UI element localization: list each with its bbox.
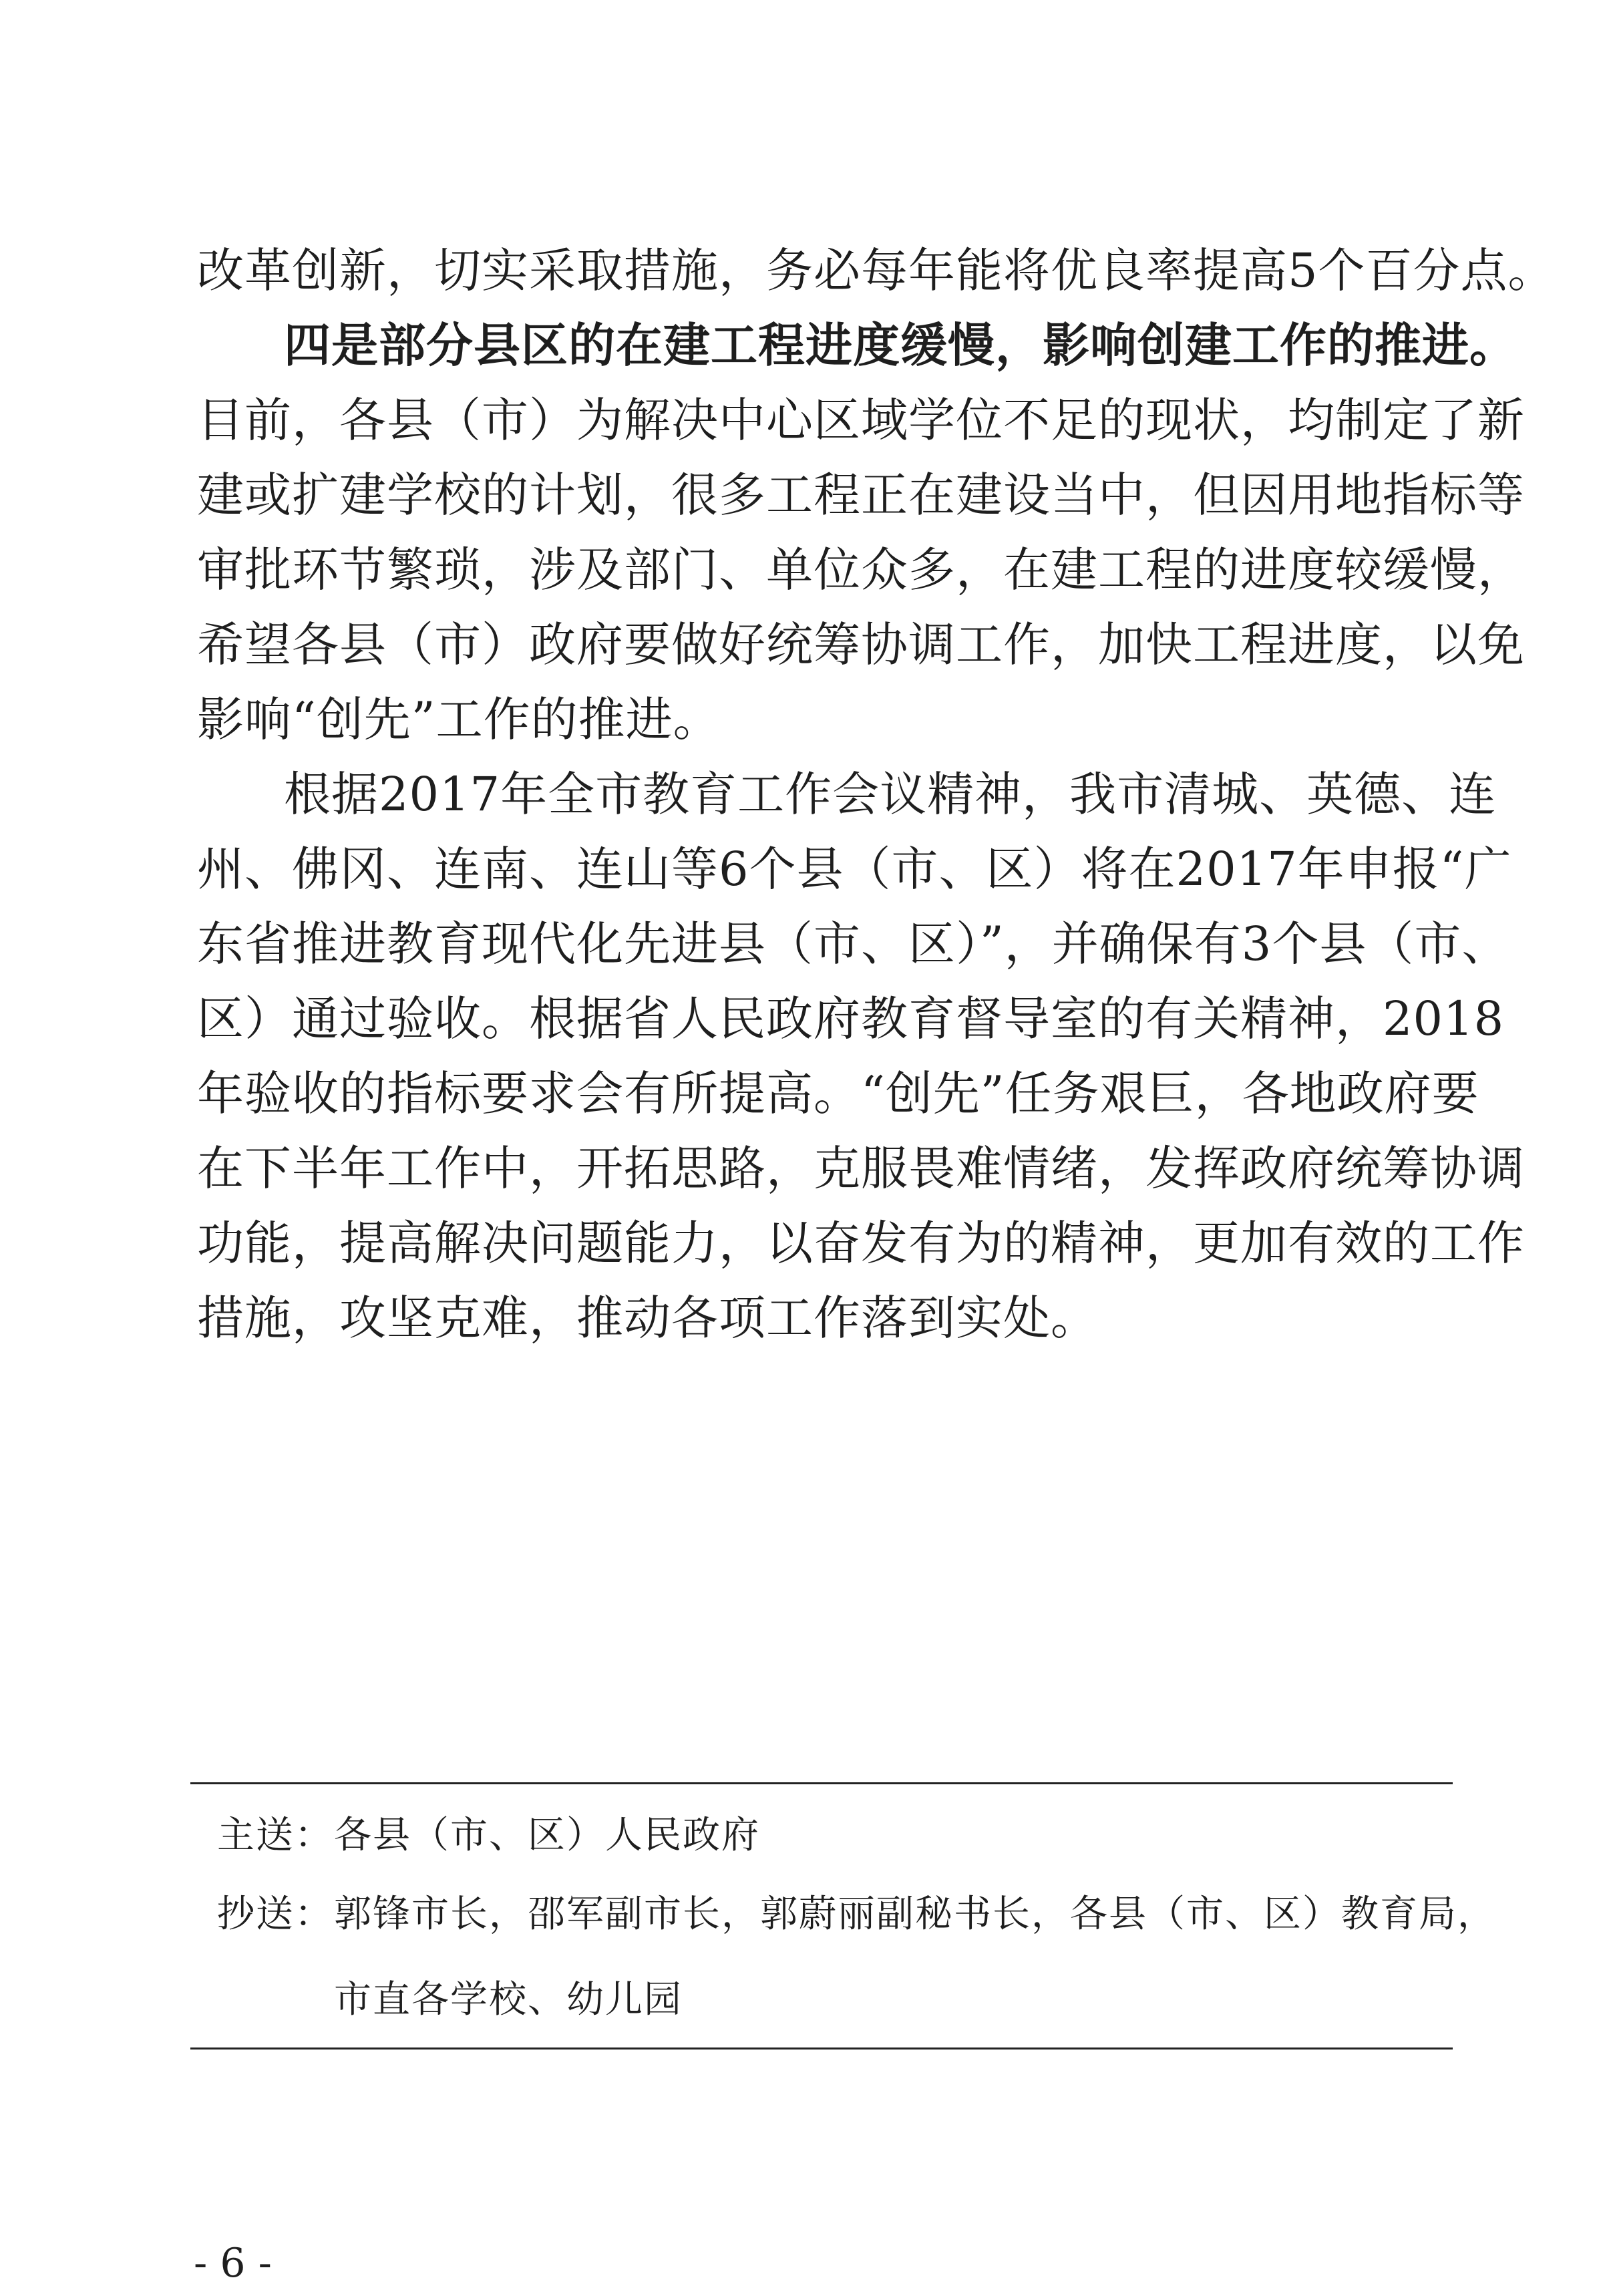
main-recipient-value: 各县（市、区）人民政府: [334, 1814, 760, 1857]
body-line-11: 区）通过验收。根据省人民政府教育督导室的有关精神，2018: [197, 991, 1505, 1046]
body-line-3: 目前，各县（市）为解决中心区域学位不足的现状，均制定了新: [197, 393, 1525, 448]
page-number: - 6 -: [194, 2240, 272, 2287]
distribution-top-rule: [190, 1782, 1453, 1784]
section-heading-four: 四是部分县区的在建工程进度缓慢，影响创建工作的推进。: [284, 317, 1517, 373]
body-line-8: 根据2017年全市教育工作会议精神，我市清城、英德、连: [284, 767, 1497, 822]
distribution-bottom-rule: [190, 2047, 1453, 2049]
body-line-15: 措施，攻坚克难，推动各项工作落到实处。: [197, 1291, 1098, 1345]
cc-label: 抄送：: [217, 1893, 333, 1936]
body-line-9: 州、佛冈、连南、连山等6个县（市、区）将在2017年申报“广: [197, 842, 1512, 896]
body-line-13: 在下半年工作中，开拓思路，克服畏难情绪，发挥政府统筹协调: [197, 1141, 1525, 1196]
body-line-6: 希望各县（市）政府要做好统筹协调工作，加快工程进度，以免: [197, 617, 1525, 672]
body-line-5: 审批环节繁琐，涉及部门、单位众多，在建工程的进度较缓慢，: [197, 542, 1525, 597]
main-recipient-label: 主送：: [217, 1814, 333, 1857]
body-line-14: 功能，提高解决问题能力，以奋发有为的精神，更加有效的工作: [197, 1216, 1525, 1271]
body-line-4: 建或扩建学校的计划，很多工程正在建设当中，但因用地指标等: [197, 468, 1525, 522]
body-line-1: 改革创新，切实采取措施，务必每年能将优良率提高5个百分点。: [197, 243, 1556, 298]
body-line-12: 年验收的指标要求会有所提高。“创先”任务艰巨，各地政府要: [197, 1066, 1479, 1121]
body-line-10: 东省推进教育现代化先进县（市、区）”，并确保有3个县（市、: [197, 917, 1509, 971]
body-line-7: 影响“创先”工作的推进。: [197, 692, 721, 747]
cc-value-line-2: 市直各学校、幼儿园: [334, 1978, 683, 2021]
cc-value-line-1: 郭锋市长，邵军副市长，郭蔚丽副秘书长，各县（市、区）教育局，: [334, 1893, 1496, 1936]
